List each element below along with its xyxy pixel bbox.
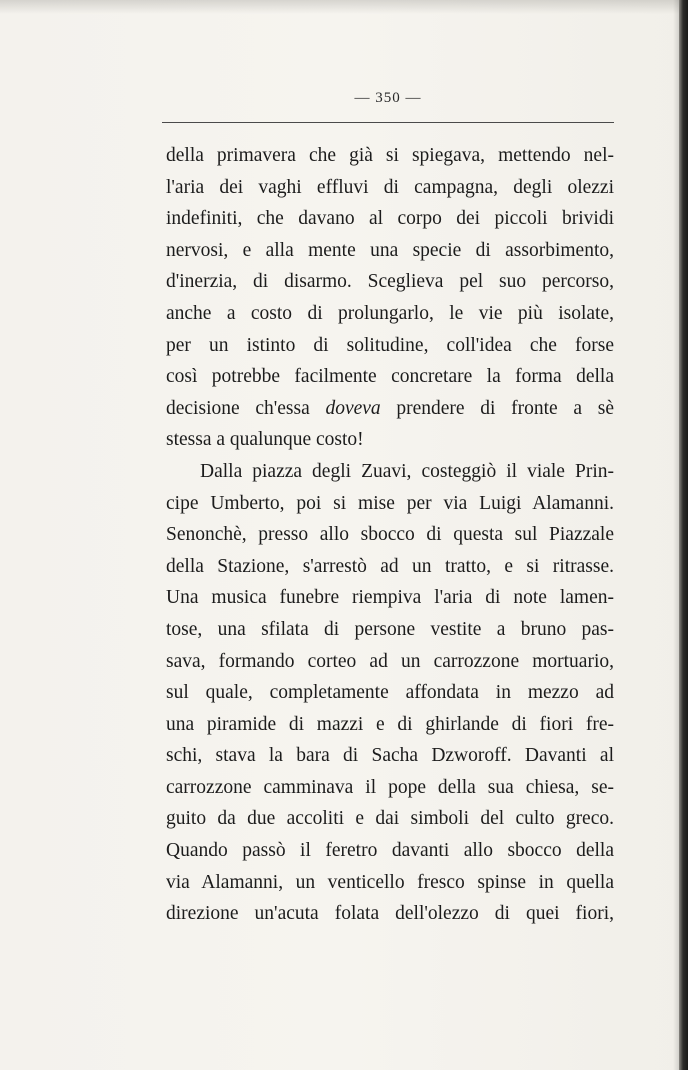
text-line: guito da due accoliti e dai simboli del culto greco. [166,808,614,830]
text-line: indefiniti, che davano al corpo dei piccoli brividi [166,208,614,230]
text-line: nervosi, e alla mente una specie di assorbimento, [166,239,614,261]
text-line: Una musica funebre riempiva l'aria di note lamen- [166,587,614,609]
text-line: Quando passò il feretro davanti allo sbocco della [166,840,614,862]
text-line-with-emphasis [166,393,614,425]
text-line: della primavera che già si spiegava, mettendo nel- [166,145,614,166]
page-number: — 350 — [354,90,422,106]
text-line: della Stazione, s'arrestò ad un tratto, e si ritrasse. [166,555,614,577]
text-line: l'aria dei vaghi effluvi di campagna, degli olezzi [166,176,614,198]
page-edge [679,0,688,1070]
text-segment: decisione ch'essa [166,397,326,419]
text-line: Dalla piazza degli Zuavi, costeggiò il viale Prin- [200,460,614,482]
text-line: stessa a qualunque costo! [166,429,364,451]
text-line: Senonchè, presso allo sbocco di questa sul Piazzale [166,524,614,546]
text-segment: prendere di fronte a sè [380,397,614,419]
text-line: cipe Umberto, poi si mise per via Luigi Alamanni. [166,492,614,514]
text-line: direzione un'acuta folata dell'olezzo di quei fiori, [166,903,614,925]
text-line: così potrebbe facilmente concretare la forma della [166,366,614,388]
text-line: via Alamanni, un venticello fresco spinse in quella [166,871,614,893]
text-line: per un istinto di solitudine, coll'idea che forse [166,334,614,356]
text-line: d'inerzia, di disarmo. Sceglieva pel suo percorso, [166,271,614,293]
text-line: carrozzone camminava il pope della sua chiesa, se- [166,776,614,798]
emphasized-word: doveva [325,397,381,419]
text-line: schi, stava la bara di Sacha Dzworoff. Davanti al [166,745,614,767]
page-top-shadow [0,0,688,14]
text-line: una piramide di mazzi e di ghirlande di fiori fre- [166,713,614,735]
text-line: anche a costo di prolungarlo, le vie più isolate, [166,302,614,324]
header-rule [162,122,614,123]
body-text [166,140,614,930]
text-line: sava, formando corteo ad un carrozzone mortuario, [166,650,614,672]
text-line: tose, una sfilata di persone vestite a bruno pas- [166,618,614,640]
text-line: sul quale, completamente affondata in mezzo ad [166,682,614,704]
